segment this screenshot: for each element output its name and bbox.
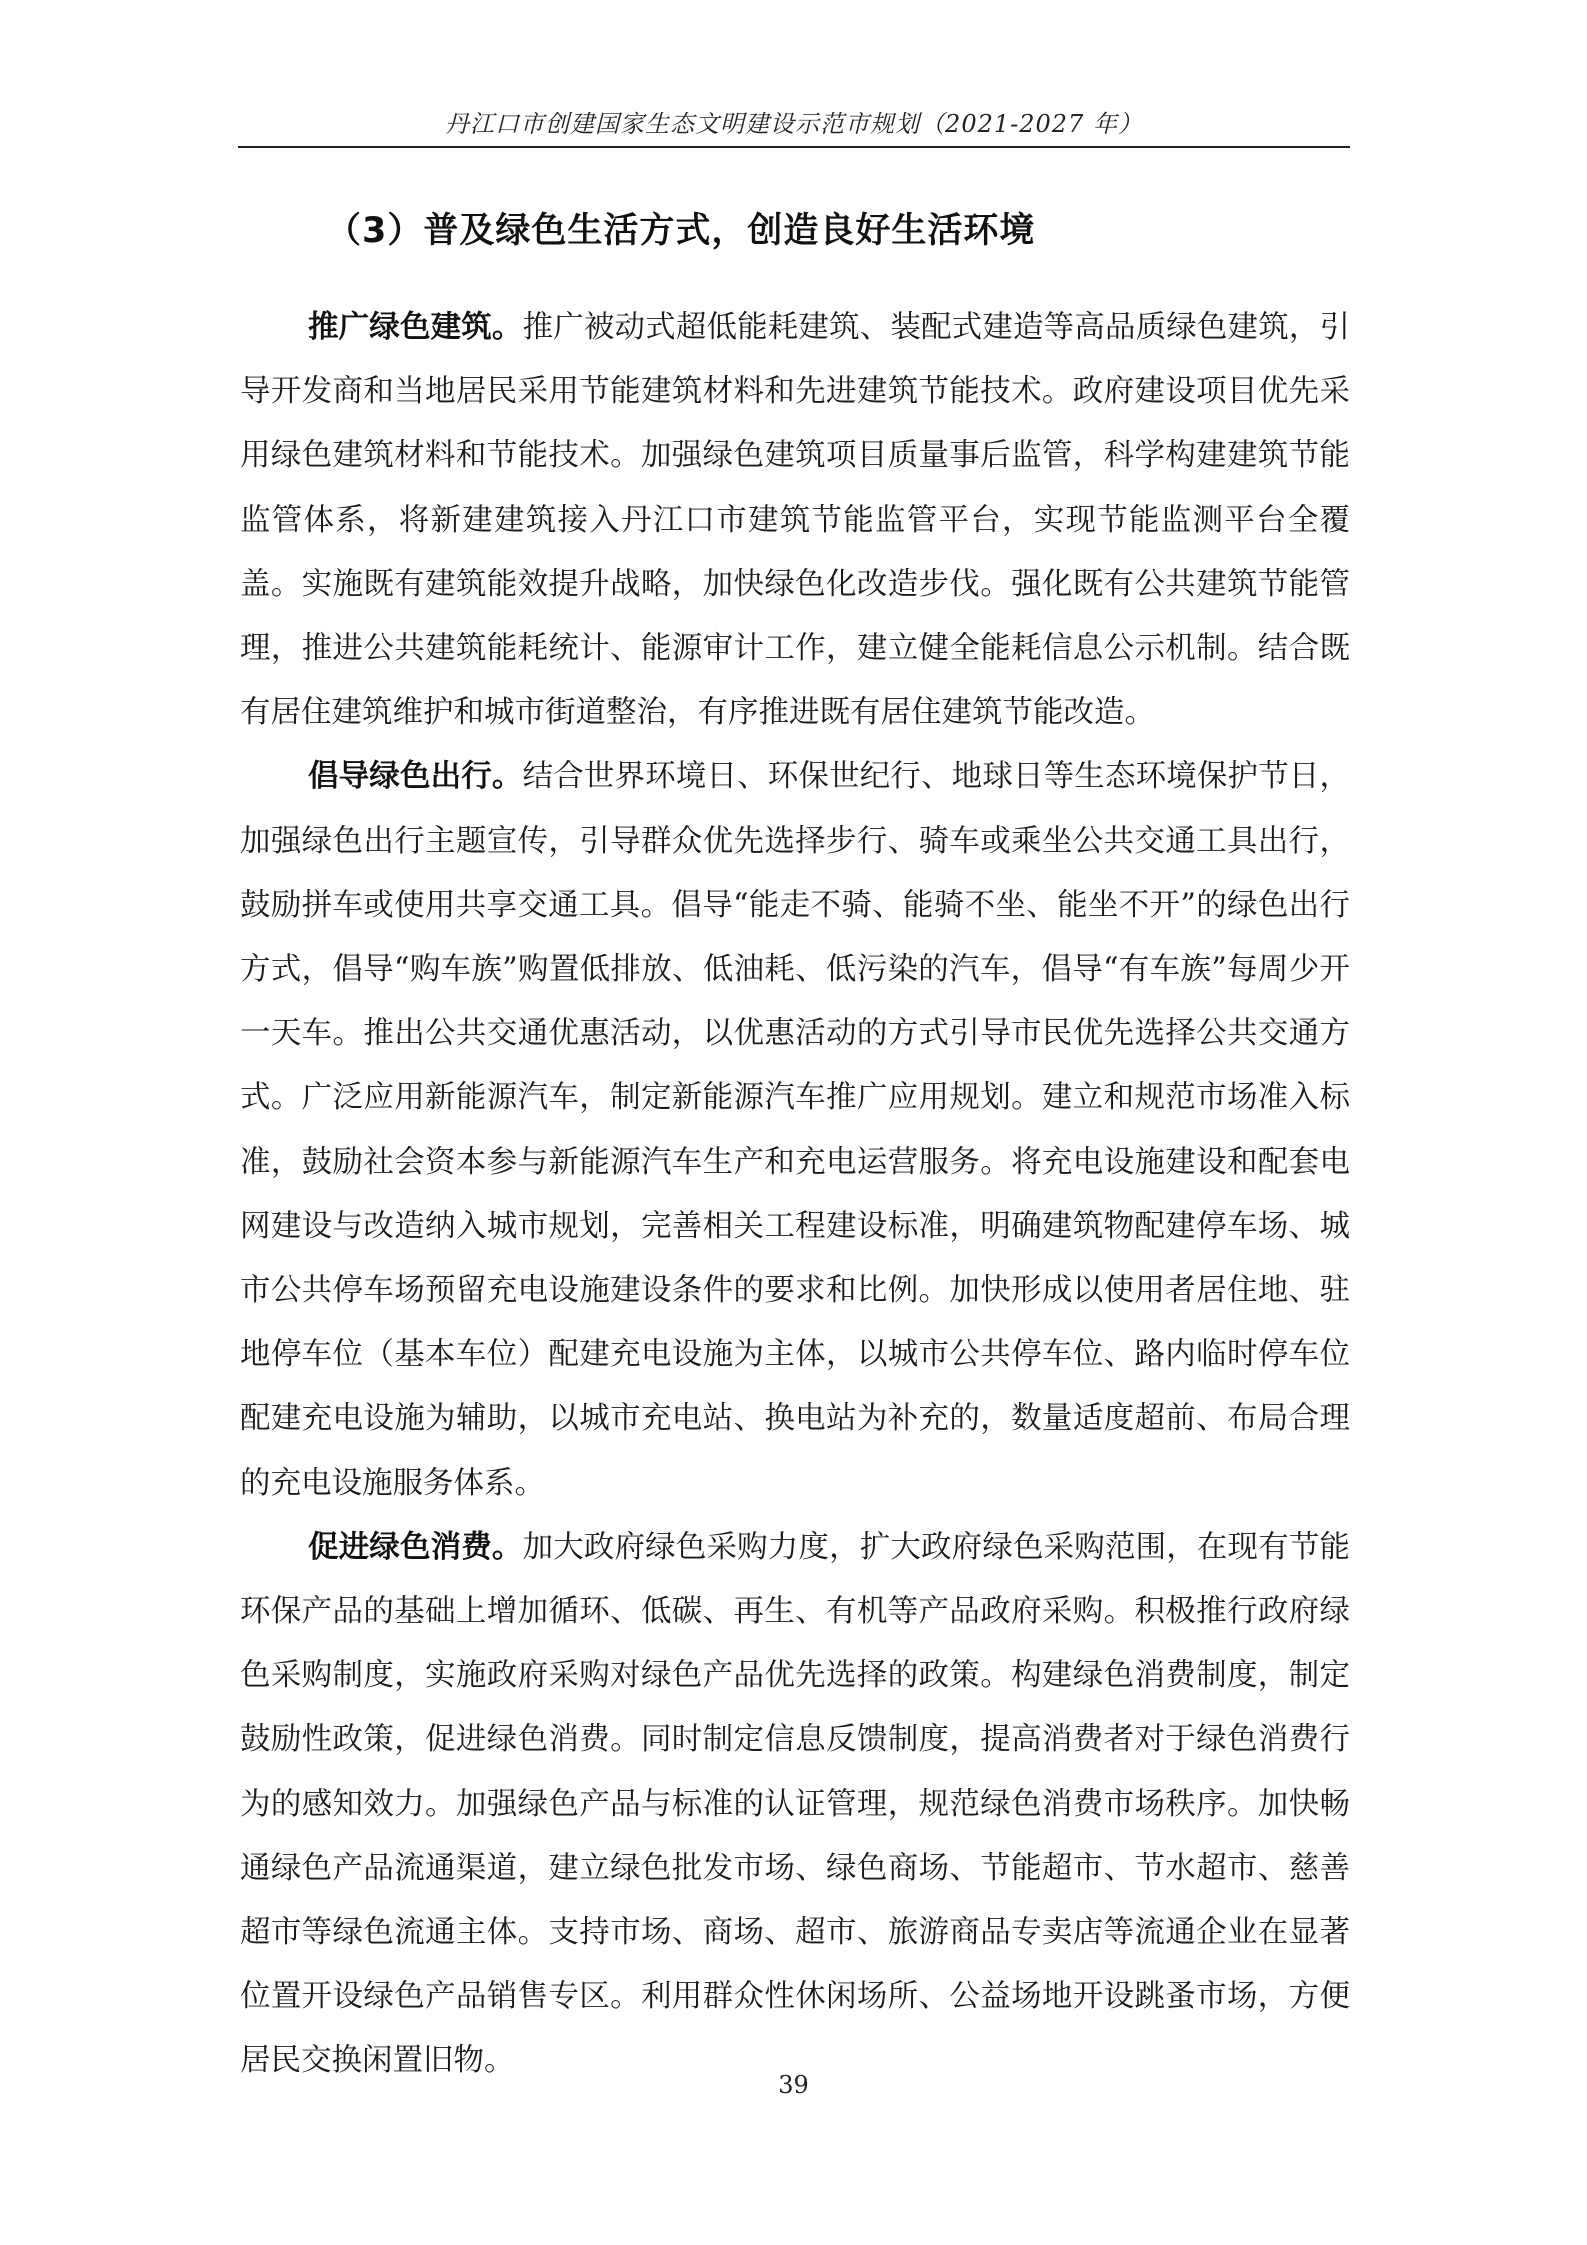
paragraph-text: 结合世界环境日、环保世纪行、地球日等生态环境保护节日，加强绿色出行主题宣传，引导群众优先选择步行、骑车或乘坐公共交通工具出行，鼓励拼车或使用共享交通工具。倡导“能走不骑、能骑不坐、能坐不开”的绿色出行方式，倡导“购车族”购置低排放、低油耗、低污染的汽车，倡导“有车族”每周少开一天车。推出公共交通优惠活动，以优惠活动的方式引导市民优先选择公共交通方式。广泛应用新能源汽车，制定新能源汽车推广应用规划。建立和规范市场准入标准，鼓励社会资本参与新能源汽车生产和充电运营服务。将充电设施建设和配套电网建设与改造纳入城市规划，完善相关工程建设标准，明确建筑物配建停车场、城市公共停车场预留充电设施建设条件的要求和比例。加快形成以使用者居住地、驻地停车位（基本车位）配建充电设施为主体，以城市公共停车位、路内临时停车位配建充电设施为辅助，以城市充电站、换电站为补充的，数量适度超前、布局合理的充电设施服务体系。 (240, 759, 1351, 1501)
paragraph-text: 加大政府绿色采购力度，扩大政府绿色采购范围，在现有节能环保产品的基础上增加循环、低碳、再生、有机等产品政府采购。积极推行政府绿色采购制度，实施政府采购对绿色产品优先选择的政策。构建绿色消费制度，制定鼓励性政策，促进绿色消费。同时制定信息反馈制度，提高消费者对于绿色消费行为的感知效力。加强绿色产品与标准的认证管理，规范绿色消费市场秩序。加快畅通绿色产品流通渠道，建立绿色批发市场、绿色商场、节能超市、节水超市、慈善超市等绿色流通主体。支持市场、商场、超市、旅游商品专卖店等流通企业在显著位置开设绿色产品销售专区。利用群众性休闲场所、公益场地开设跳蚤市场，方便居民交换闲置旧物。 (240, 1529, 1351, 2079)
paragraph-text: 推广被动式超低能耗建筑、装配式建造等高品质绿色建筑，引导开发商和当地居民采用节能建筑材料和先进建筑节能技术。政府建设项目优先采用绿色建筑材料和节能技术。加强绿色建筑项目质量事后监管，科学构建建筑节能监管体系，将新建建筑接入丹江口市建筑节能监管平台，实现节能监测平台全覆盖。实施既有建筑能效提升战略，加快绿色化改造步伐。强化既有公共建筑节能管理，推进公共建筑能耗统计、能源审计工作，建立健全能耗信息公示机制。结合既有居住建筑维护和城市街道整治，有序推进既有居住建筑节能改造。 (240, 310, 1351, 731)
running-header: 丹江口市创建国家生态文明建设示范市规划（2021-2027 年） (445, 110, 1143, 138)
paragraph-green-building (240, 296, 1350, 745)
header-rule (238, 146, 1350, 148)
paragraph-green-consumption (240, 1516, 1350, 2094)
page-number: 39 (778, 2071, 809, 2099)
paragraph-lead: 推广绿色建筑。 (308, 310, 523, 345)
section-heading: （3）普及绿色生活方式，创造良好生活环境 (326, 211, 1036, 251)
paragraph-lead: 促进绿色消费。 (308, 1529, 523, 1565)
body-text (240, 296, 1350, 2094)
paragraph-lead: 倡导绿色出行。 (308, 759, 523, 795)
paragraph-green-travel (240, 745, 1350, 1515)
